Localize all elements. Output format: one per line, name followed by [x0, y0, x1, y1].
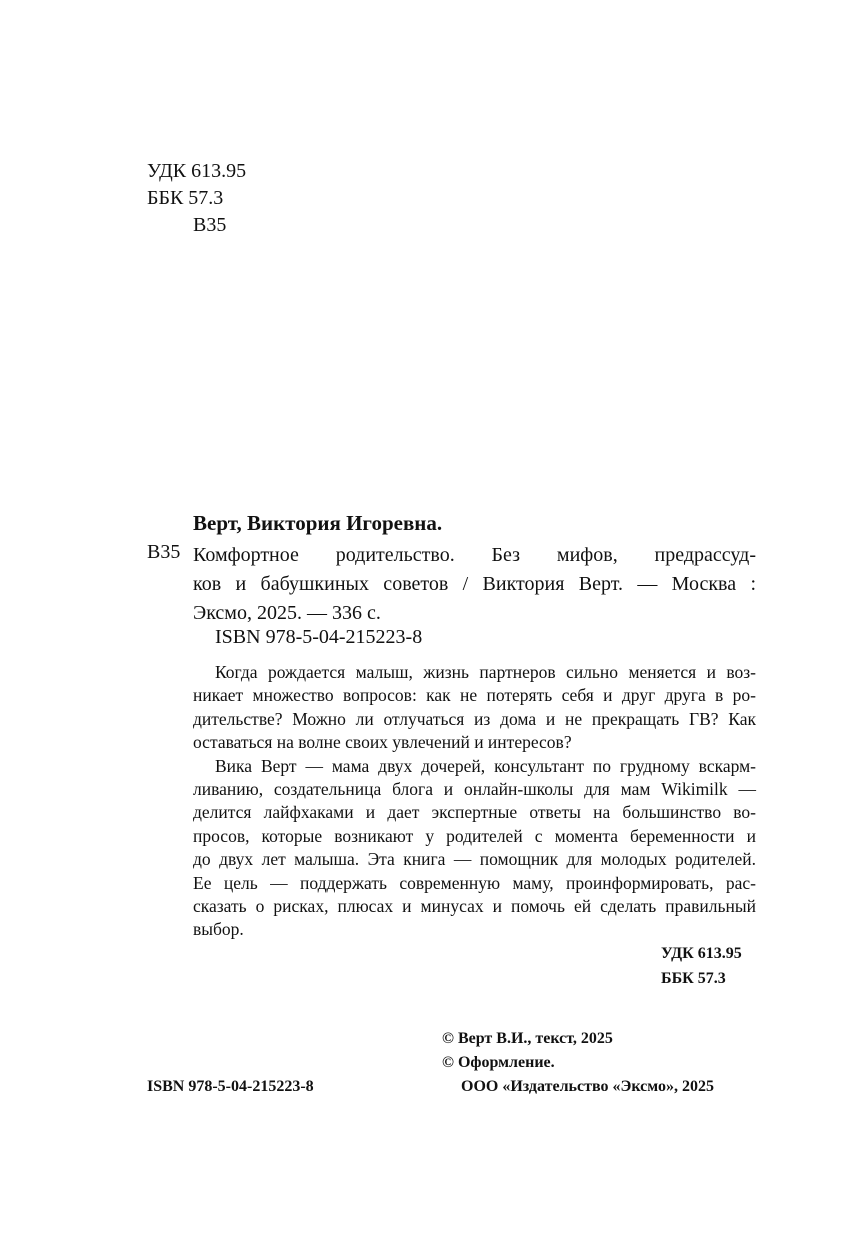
udk-code-bottom: УДК 613.95	[661, 945, 742, 962]
copyright-publisher: ООО «Издательство «Эксмо», 2025	[461, 1078, 714, 1095]
title-line: Эксмо, 2025. — 336 с.	[193, 602, 381, 624]
title-line: ков и бабушкиных советов / Виктория Верт. — Москва :	[193, 573, 756, 595]
annotation	[193, 661, 756, 942]
bibliographic-description	[193, 541, 756, 628]
annotation-line: дительстве? Можно ли отлучаться из дома и не прекращать ГВ? Как	[193, 708, 756, 729]
annotation-line: Вика Верт — мама двух дочерей, консультант по грудному вскарм-	[215, 755, 756, 776]
annotation-line: оставаться на волне своих увлечений и интересов?	[193, 732, 572, 753]
author-sign-top: В35	[193, 214, 227, 236]
annotation-line: сказать о рисках, плюсах и минусах и помочь ей сделать правильный	[193, 895, 756, 916]
annotation-line: Когда рождается малыш, жизнь партнеров сильно меняется и воз-	[215, 662, 756, 682]
isbn-bottom: ISBN 978-5-04-215223-8	[147, 1078, 314, 1095]
annotation-line: до двух лет малыша. Эта книга — помощник для молодых родителей.	[193, 849, 756, 870]
annotation-line: делится лайфхаками и дает экспертные ответы на большинство во-	[193, 802, 756, 823]
author-heading: Верт, Виктория Игоревна.	[193, 511, 443, 535]
annotation-line: Ее цель — поддержать современную маму, проинформировать, рас-	[193, 872, 756, 893]
annotation-line: выбор.	[193, 919, 244, 940]
copyright-text: © Верт В.И., текст, 2025	[442, 1030, 613, 1047]
bbk-code-top: ББК 57.3	[147, 187, 224, 209]
isbn-record: ISBN 978-5-04-215223-8	[215, 626, 423, 648]
title-line: Комфортное родительство. Без мифов, предрассуд-	[193, 544, 756, 566]
udk-code-top: УДК 613.95	[147, 160, 247, 182]
author-sign-left: В35	[147, 541, 181, 563]
annotation-line: ливанию, создательница блога и онлайн-школы для мам Wikimilk —	[193, 778, 756, 799]
bbk-code-bottom: ББК 57.3	[661, 970, 726, 987]
annotation-line: просов, которые возникают у родителей с момента беременности и	[193, 825, 756, 846]
copyright-design: © Оформление.	[442, 1054, 555, 1071]
annotation-line: никает множество вопросов: как не потерять себя и друг друга в ро-	[193, 685, 756, 706]
